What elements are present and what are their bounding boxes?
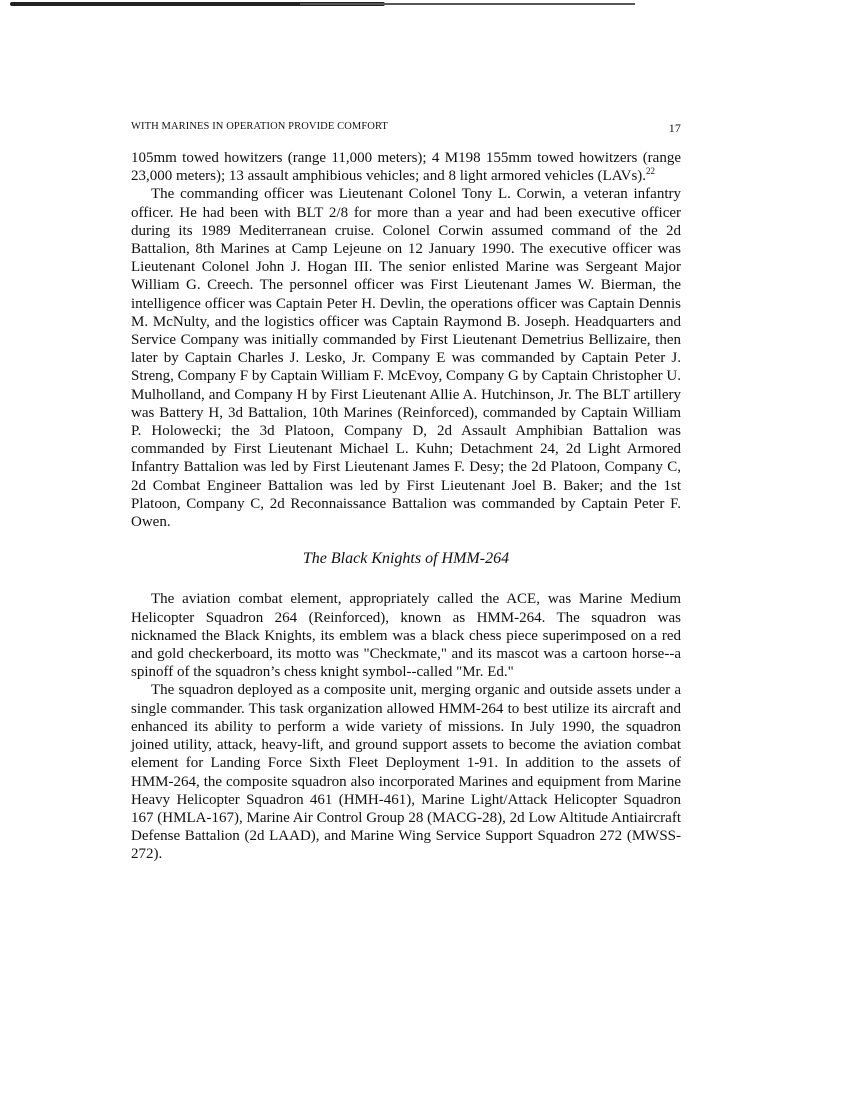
paragraph-commanding-officer: The commanding officer was Lieutenant Colonel Tony L. Corwin, a veteran infantry officer. He had been with BLT 2/8 for more than a year and had been executive officer during its 1989 Mediterranean cruise. Colonel Corwin assumed command of the 2d Battalion, 8th Marines at Camp Lejeune on 12 January 1990. The executive officer was Lieutenant Colonel John J. Hogan III. The senior enlisted Marine was Sergeant Major William G. Creech. The personnel officer was First Lieutenant James W. Bierman, the intelligence officer was Captain Peter H. Devlin, the operations officer was Captain Dennis M. McNulty, and the logistics officer was Captain Raymond B. Joseph. Headquarters and Service Company was initially commanded by First Lieutenant Demetrius Bellizaire, then later by Captain Charles J. Lesko, Jr. Company E was commanded by Captain Peter J. Streng, Company F by Captain William F. McEvoy, Company G by Captain Christopher U. Mulholland, and Company H by First Lieutenant Allie A. Hutchinson, Jr. The BLT artillery was Battery H, 3d Battalion, 10th Marines (Reinforced), commanded by Captain William P. Holowecki; the 3d Platoon, Company D, 2d Assault Amphibian Battalion was commanded by First Lieutenant Michael L. Kuhn; Detachment 24, 2d Light Armored Infantry Battalion was led by First Lieutenant James F. Desy; the 2d Platoon, Company C, 2d Combat Engineer Battalion was led by First Lieutenant Joel B. Baker; and the 1st Platoon, Company C, 2d Reconnaissance Battalion was commanded by Captain Peter F. Owen. [131, 186, 681, 531]
section-heading: The Black Knights of HMM-264 [302, 550, 510, 568]
page-number: 17 [668, 121, 681, 135]
paragraph-composite-squadron: The squadron deployed as a composite unit, merging organic and outside assets under a single commander. This task organization allowed HMM-264 to best utilize its aircraft and enhanced its ability to perform a wide variety of missions. In July 1990, the squadron joined utility, attack, heavy-lift, and ground support assets to become the aviation combat element for Landing Force Sixth Fleet Deployment 1-91. In addition to the assets of HMM-264, the composite squadron also incorporated Marines and equipment from Marine Heavy Helicopter Squadron 461 (HMH-461), Marine Light/Attack Helicopter Squadron 167 (HMLA-167), Marine Air Control Group 28 (MACG-28), 2d Low Altitude Antiaircraft Defense Battalion (2d LAAD), and Marine Wing Service Support Squadron 272 (MWSS-272). [131, 682, 681, 863]
paragraph-aviation-combat-element: The aviation combat element, appropriately called the ACE, was Marine Medium Helicopter Squadron 264 (Reinforced), known as HMM-264. The squadron was nicknamed the Black Knights, its emblem was a black chess piece superimposed on a red and gold checkerboard, its motto was "Checkmate," and its mascot was a cartoon horse--a spinoff of the squadron’s chess knight symbol--called "Mr. Ed." [131, 591, 681, 681]
footnote-ref: 22 [646, 166, 656, 177]
scan-edge-rule-thin [300, 3, 635, 5]
body-text [131, 149, 681, 864]
running-head-title: WITH MARINES IN OPERATION PROVIDE COMFORT [131, 121, 388, 132]
paragraph-continued: 105mm towed howitzers (range 11,000 meters); 4 M198 155mm towed howitzers (range 23,000 meters); 13 assault amphibious vehicles; and 8 light armored vehicles (LAVs).$^{22}$ [131, 150, 681, 185]
